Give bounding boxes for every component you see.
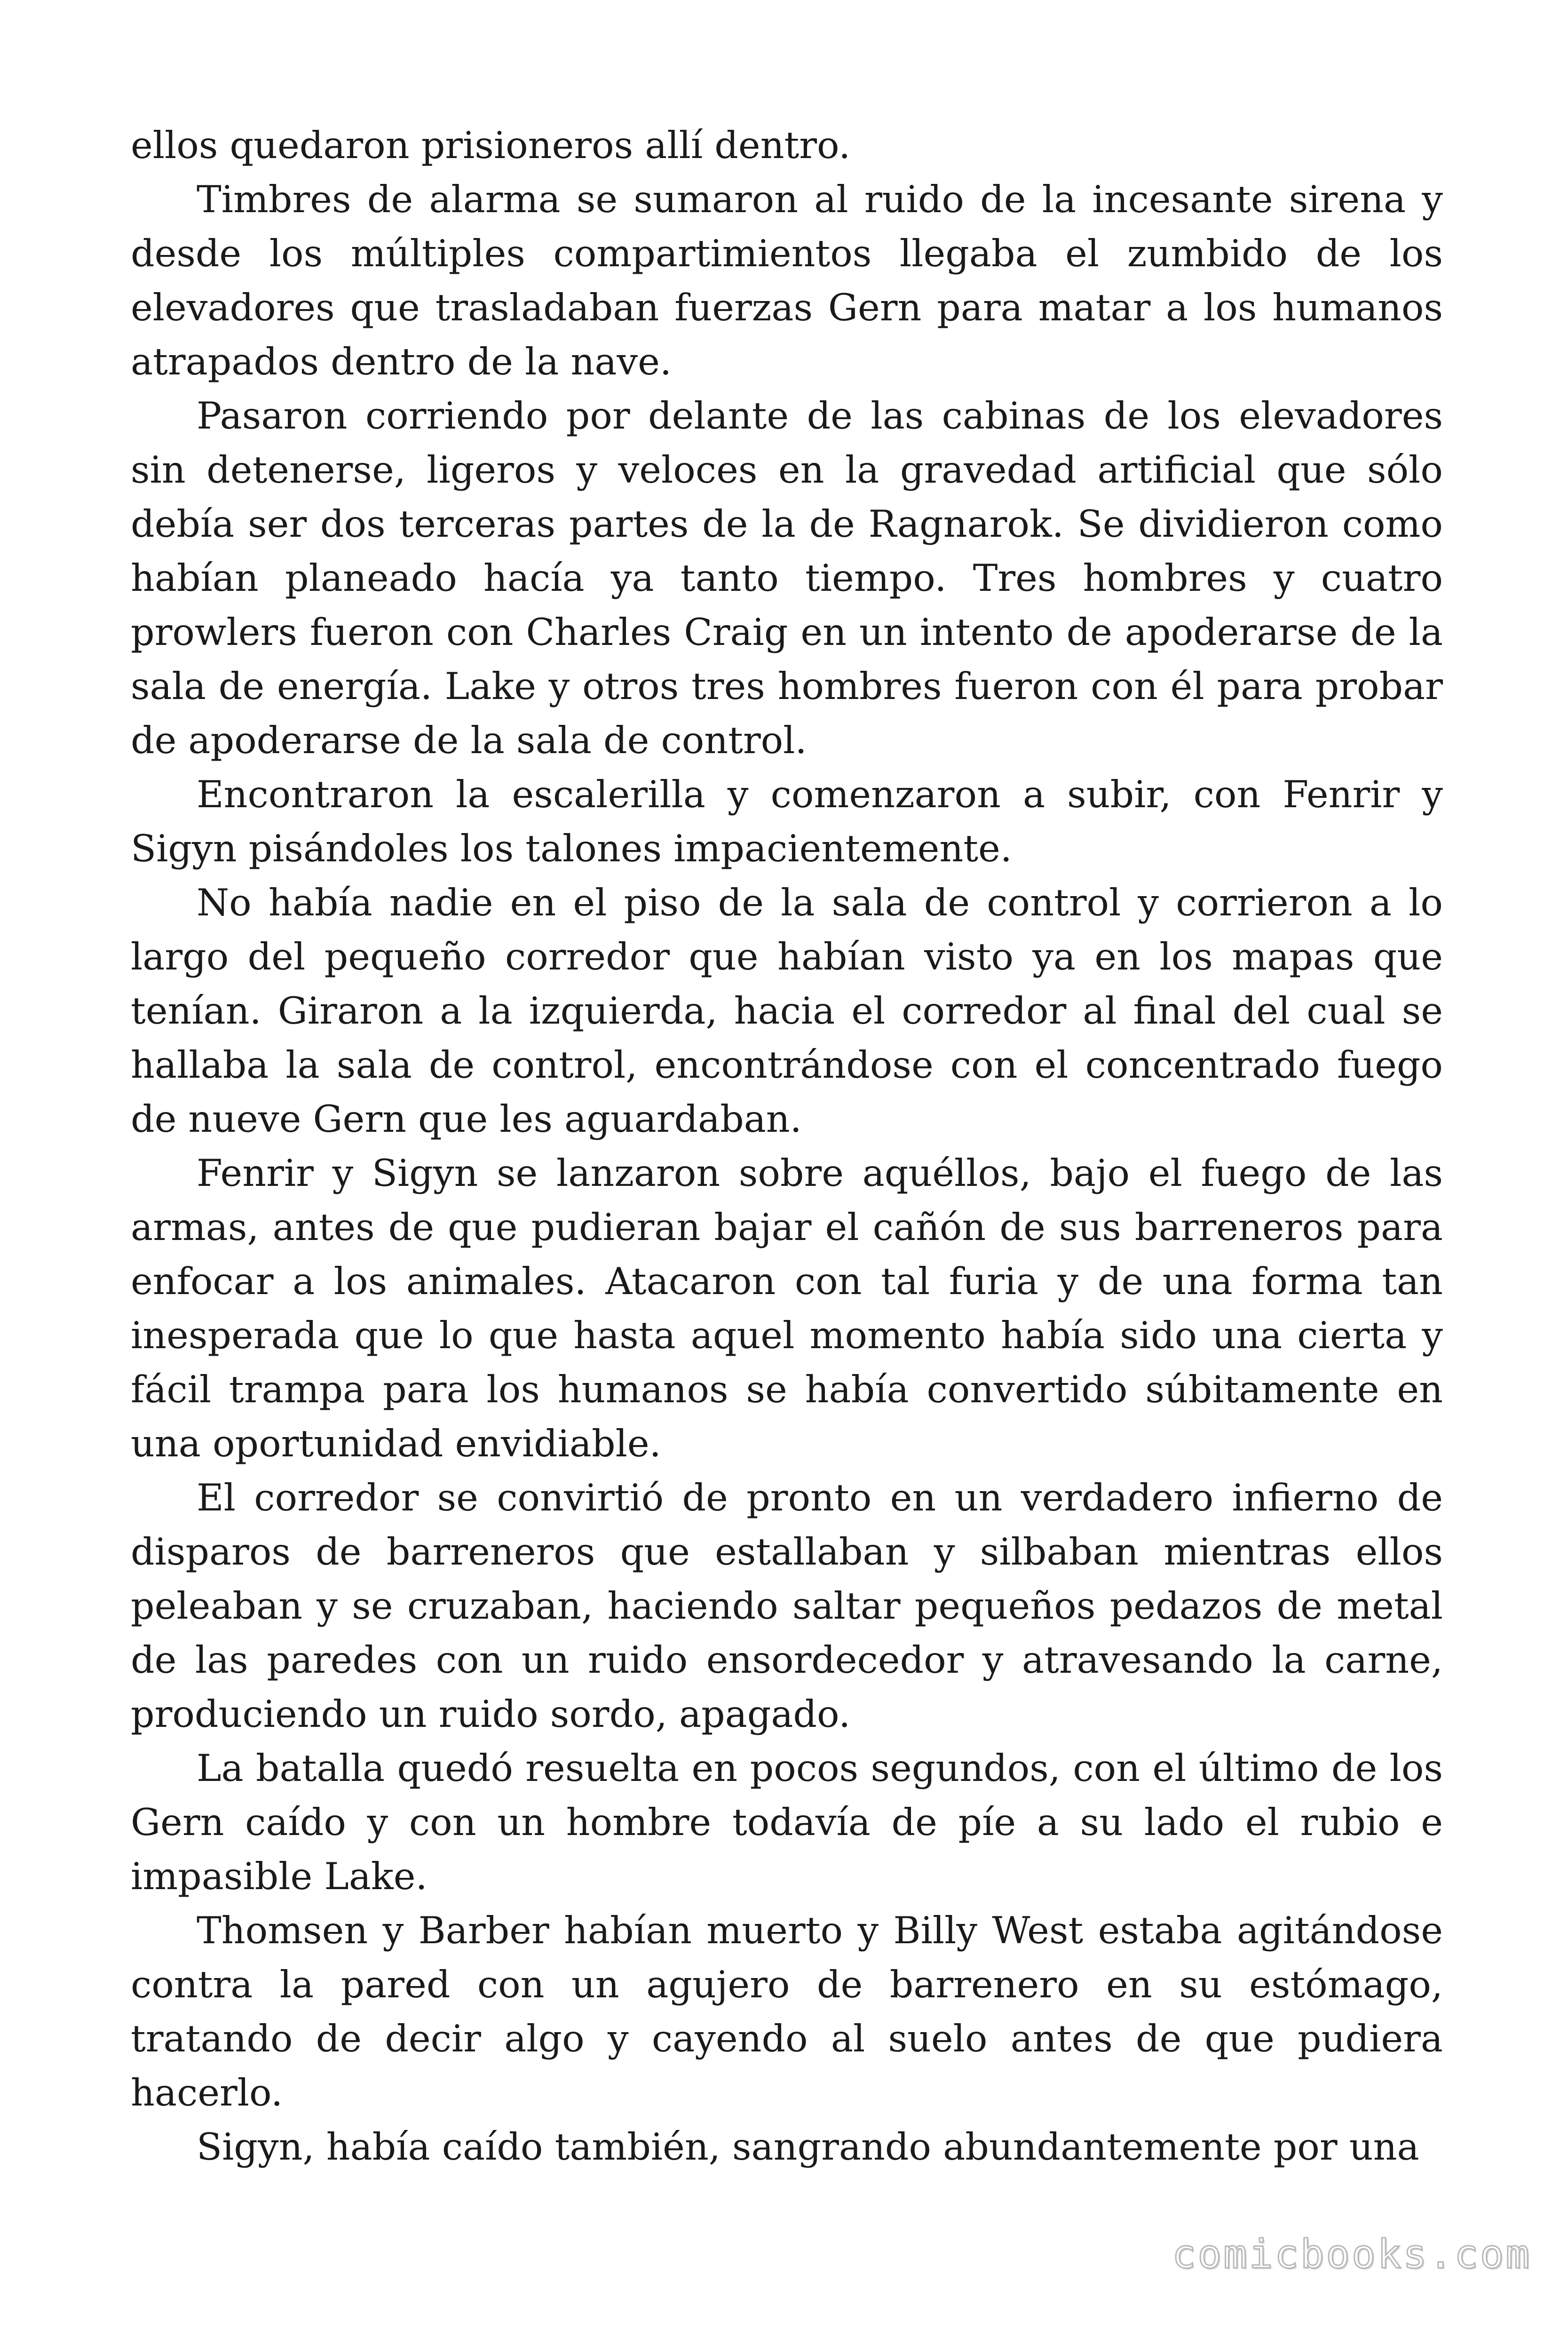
paragraph-3: Pasaron corriendo por delante de las cabinas de los elevadores sin detenerse, ligeros y veloces en la gravedad artificial que sólo debía ser dos terceras partes de la de Ragnarok. Se dividieron como habían planeado hacía ya tanto tiempo. Tres hombres y cuatro prowlers fueron con Charles Craig en un intento de apoderarse de la sala de energía. Lake y otros tres hombres fueron con él para probar de apoderarse de la sala de control. [131,394,1443,762]
watermark-text: comicbooks.com [1172,2231,1531,2277]
paragraph-4: Encontraron la escalerilla y comenzaron a subir, con Fenrir y Sigyn pisándoles los talones impacientemente. [131,773,1443,870]
paragraph-1: ellos quedaron prisioneros allí dentro. [131,124,851,167]
paragraph-5: No había nadie en el piso de la sala de control y corrieron a lo largo del pequeño corredor que habían visto ya en los mapas que tenían. Giraron a la izquierda, hacia el corredor al final del cual se hallaba la sala de control, encontrándose con el concentrado fuego de nueve Gern que les aguardaban. [131,881,1443,1141]
paragraph-9: Thomsen y Barber habían muerto y Billy West estaba agitándose contra la pared con un agujero de barrenero en su estómago, tratando de decir algo y cayendo al suelo antes de que pudiera hacerlo. [131,1909,1443,2114]
paragraph-10: Sigyn, había caído también, sangrando abundantemente por una [197,2125,1419,2169]
paragraph-8: La batalla quedó resuelta en pocos segundos, con el último de los Gern caído y con un hombre todavía de píe a su lado el rubio e impasible Lake. [131,1747,1443,1898]
paragraph-7: El corredor se convirtió de pronto en un verdadero infierno de disparos de barreneros que estallaban y silbaban mientras ellos peleaban y se cruzaban, haciendo saltar pequeños pedazos de metal de las paredes con un ruido ensordecedor y atravesando la carne, produciendo un ruido sordo, apagado. [131,1476,1443,1736]
body-text [131,119,1443,2174]
paragraph-2: Timbres de alarma se sumaron al ruido de la incesante sirena y desde los múltiples compartimientos llegaba el zumbido de los elevadores que trasladaban fuerzas Gern para matar a los humanos atrapados dentro de la nave. [131,178,1443,383]
paragraph-6: Fenrir y Sigyn se lanzaron sobre aquéllos, bajo el fuego de las armas, antes de que pudieran bajar el cañón de sus barreneros para enfocar a los animales. Atacaron con tal furia y de una forma tan inesperada que lo que hasta aquel momento había sido una cierta y fácil trampa para los humanos se había convertido súbitamente en una oportunidad envidiable. [131,1152,1443,1465]
